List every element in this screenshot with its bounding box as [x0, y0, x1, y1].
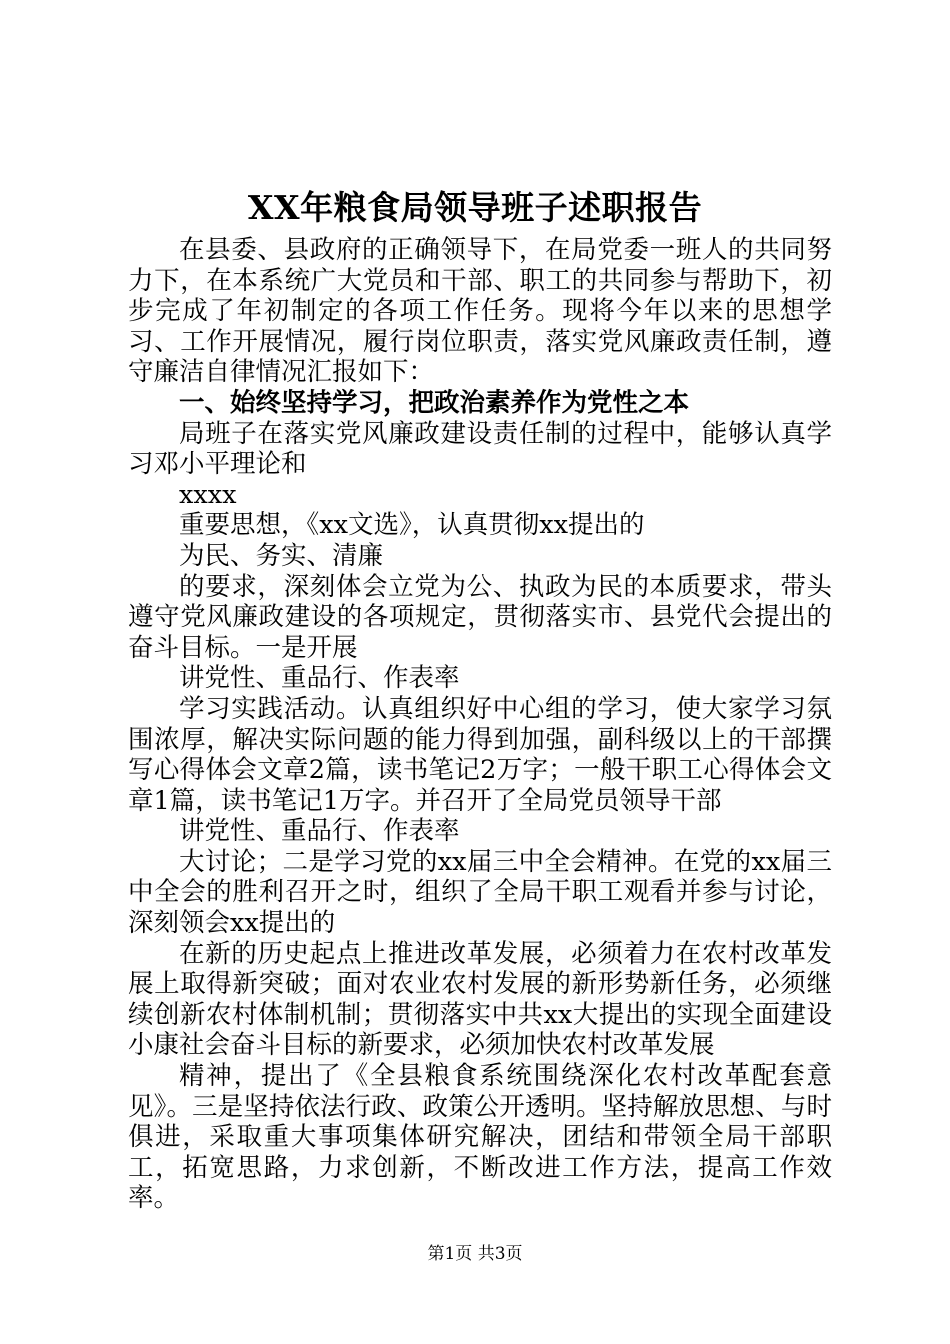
paragraph: 局班子在落实党风廉政建设责任制的过程中，能够认真学习邓小平理论和 — [128, 418, 832, 480]
page-footer: 第1页 共3页 — [427, 1244, 523, 1264]
paragraph: 的要求，深刻体会立党为公、执政为民的本质要求，带头遵守党风廉政建设的各项规定，贯彻落实市、县党代会提出的奋斗目标。一是开展 — [128, 571, 832, 663]
document-body — [128, 235, 832, 1214]
paragraph: xxxx — [179, 479, 237, 510]
paragraph: 重要思想，《xx文选》，认真贯彻xx提出的 — [179, 510, 645, 541]
paragraph: 学习实践活动。认真组织好中心组的学习，使大家学习氛围浓厚，解决实际问题的能力得到加强，副科级以上的干部撰写心得体会文章2篇，读书笔记2万字；一般干职工心得体会文章1篇，读书笔记1万字。并召开了全局党员领导干部 — [128, 693, 832, 816]
section-heading-1: 一、始终坚持学习，把政治素养作为党性之本 — [179, 387, 690, 418]
paragraph: 精神，提出了《全县粮食系统围绕深化农村改革配套意见》。三是坚持依法行政、政策公开透明。坚持解放思想、与时俱进，采取重大事项集体研究解决，团结和带领全局干部职工，拓宽思路，力求创新，不断改进工作方法，提高工作效率。 — [128, 1061, 832, 1214]
paragraph: 在新的历史起点上推进改革发展，必须着力在农村改革发展上取得新突破；面对农业农村发展的新形势新任务，必须继续创新农村体制机制；贯彻落实中共xx大提出的实现全面建设小康社会奋斗目标的新要求，必须加快农村改革发展 — [128, 938, 832, 1061]
document-title: XX年粮食局领导班子述职报告 — [247, 188, 703, 227]
paragraph: 大讨论；二是学习党的xx届三中全会精神。在党的xx届三中全会的胜利召开之时，组织了全局干职工观看并参与讨论，深刻领会xx提出的 — [128, 846, 832, 939]
paragraph: 为民、务实、清廉 — [179, 540, 384, 571]
paragraph: 讲党性、重品行、作表率 — [179, 663, 460, 694]
paragraph: 讲党性、重品行、作表率 — [179, 816, 460, 847]
paragraph-intro: 在县委、县政府的正确领导下，在局党委一班人的共同努力下，在本系统广大党员和干部、职工的共同参与帮助下，初步完成了年初制定的各项工作任务。现将今年以来的思想学习、工作开展情况，履行岗位职责，落实党风廉政责任制，遵守廉洁自律情况汇报如下： — [128, 235, 832, 388]
